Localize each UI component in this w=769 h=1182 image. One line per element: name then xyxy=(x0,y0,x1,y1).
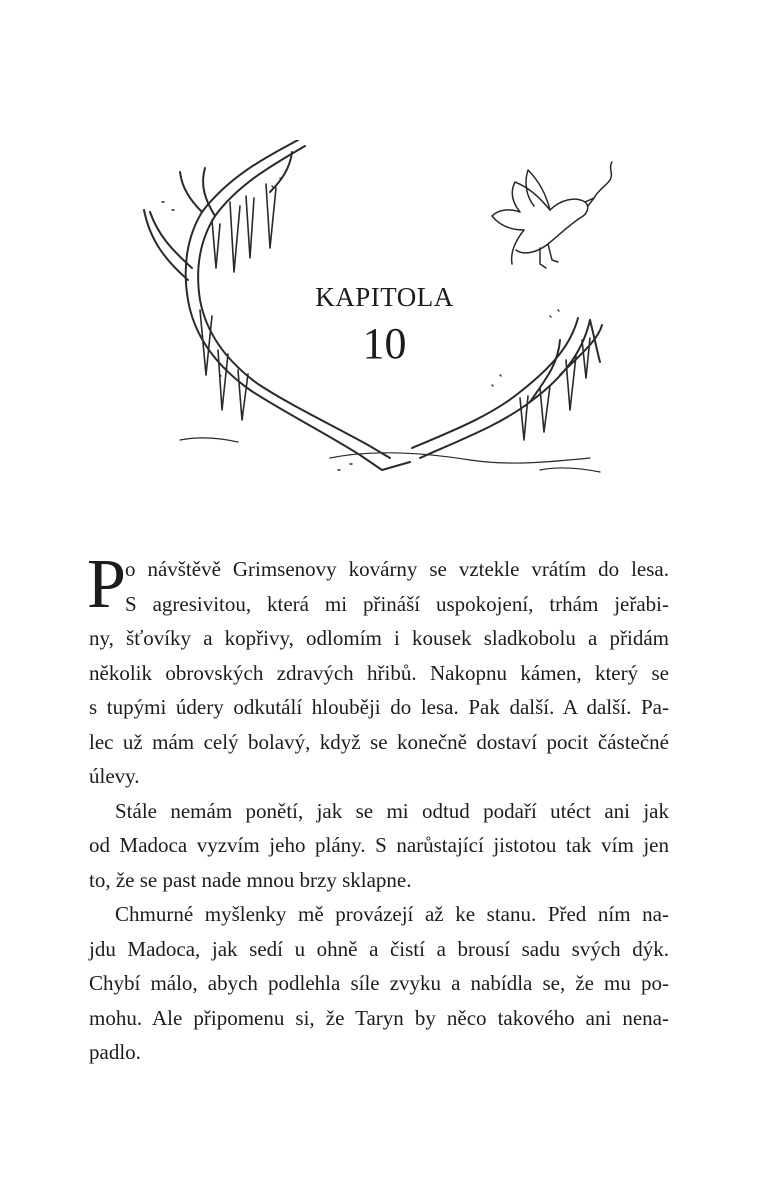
chapter-text xyxy=(87,546,669,1070)
chapter-number: 10 xyxy=(362,319,407,368)
text-line: několik obrovských zdravých hřibů. Nakopnu kámen, který se xyxy=(89,660,669,685)
paragraph xyxy=(87,546,669,794)
text-line: padlo. xyxy=(89,1040,141,1064)
text-line: lec už mám celý bolavý, když se konečně dostaví pocit částečné xyxy=(89,729,669,754)
text-line: Chmurné myšlenky mě provázejí až ke stanu. Před ním na- xyxy=(115,902,669,926)
text-line: mohu. Ale připomenu si, že Taryn by něco takového ani nena- xyxy=(89,1005,669,1030)
text-line: jdu Madoca, jak sedí u ohně a čistí a brousí sadu svých dýk. xyxy=(89,936,669,961)
text-line: s tupými údery odkutálí hlouběji do lesa. Pak další. A další. Pa- xyxy=(89,695,669,719)
bird-icon xyxy=(492,162,612,268)
text-line: ny, šťovíky a kopřivy, odlomím i kousek sladkobolu a přidám xyxy=(89,626,669,650)
text-line: úlevy. xyxy=(89,764,140,788)
paragraph xyxy=(89,794,669,898)
text-line: Stále nemám ponětí, jak se mi odtud podaří utéct ani jak xyxy=(115,798,669,823)
text-line: o návštěvě Grimsenovy kovárny se vztekle vrátím do lesa. xyxy=(125,557,669,581)
drop-cap: P xyxy=(87,546,126,623)
text-line: to, že se past nade mnou brzy sklapne. xyxy=(89,867,412,892)
text-line: od Madoca vyzvím jeho plány. S narůstající jistotou tak vím jen xyxy=(89,833,669,857)
paragraph xyxy=(89,897,669,1070)
text-line: S agresivitou, která mi přináší uspokojení, trhám jeřabi- xyxy=(125,591,669,616)
text-line: Chybí málo, abych podlehla síle zvyku a nabídla se, že mu po- xyxy=(89,971,669,995)
chapter-label: KAPITOLA xyxy=(315,282,454,312)
